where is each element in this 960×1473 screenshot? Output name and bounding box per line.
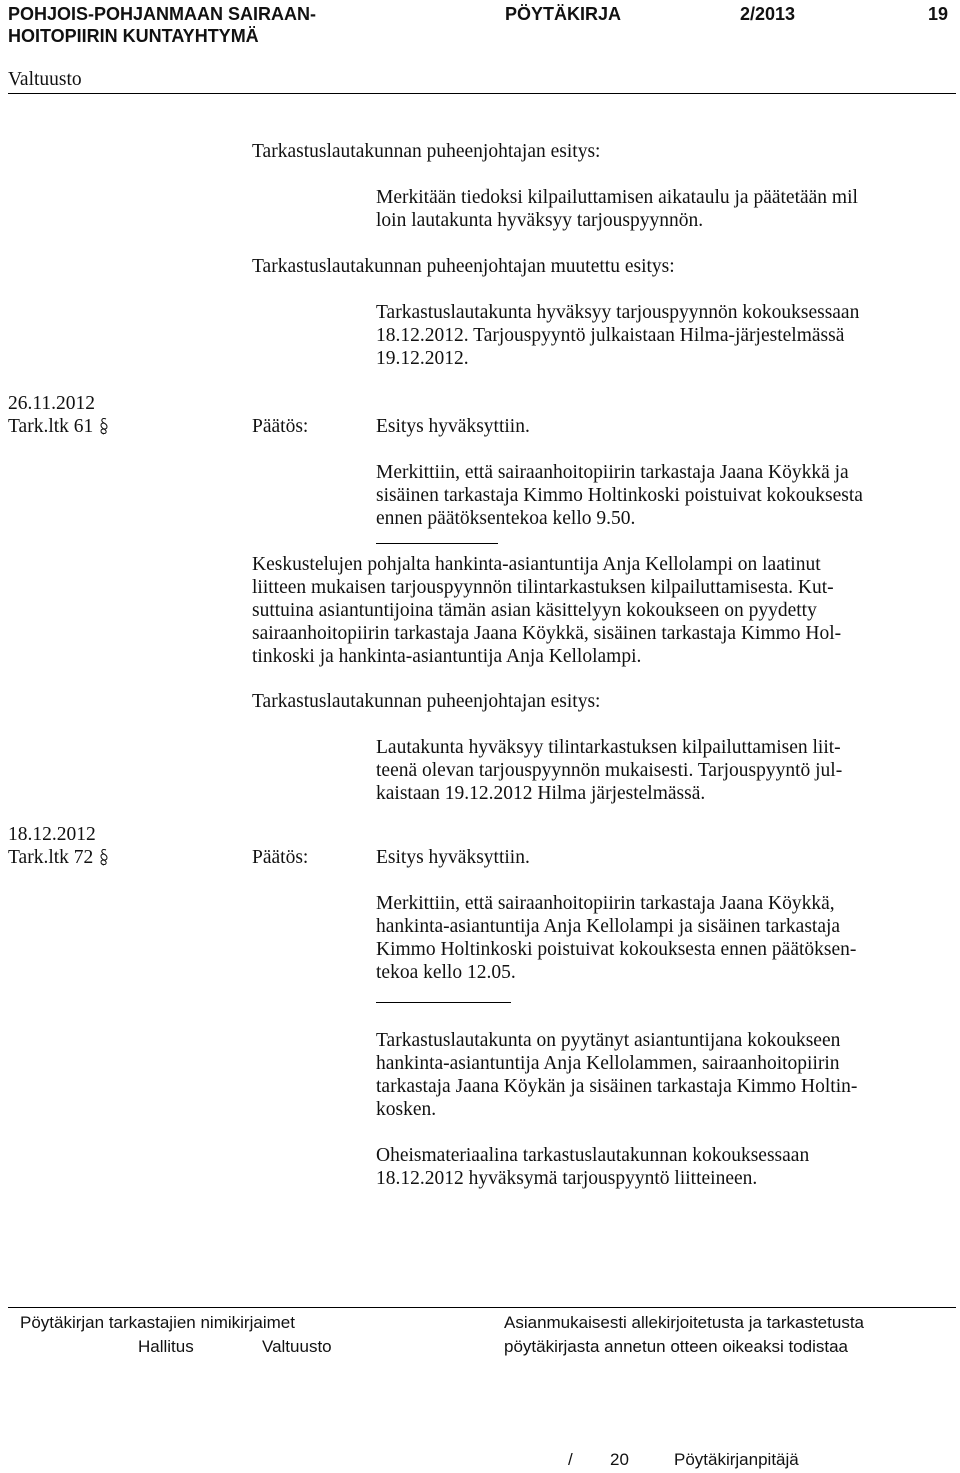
doc-number: 2/2013	[740, 4, 796, 24]
expert-note: Tarkastuslautakunta on pyytänyt asiantuntijana kokoukseen hankinta-asiantuntija Anja Kellolammen, sairaanhoitopiirin tarkastaja Jaana Köykän ja sisäinen tarkastaja Kimmo Holtin- kosken.	[376, 1030, 858, 1120]
date-slash: /	[568, 1450, 573, 1469]
departure-note: Merkittiin, että sairaanhoitopiirin tarkastaja Jaana Köykkä ja sisäinen tarkastaja Kimmo Holtinkoski poistuivat kokouksesta ennen päätöksentekoa kello 9.50.	[376, 462, 863, 529]
org-name-line1: POHJOIS-POHJANMAAN SAIRAAN-	[8, 4, 317, 24]
separator-line	[376, 1002, 511, 1003]
certification-line-1: Asianmukaisesti allekirjoitetusta ja tarkastetusta	[504, 1313, 864, 1332]
initials-column-valtuusto: Valtuusto	[262, 1337, 332, 1356]
departure-note: Merkittiin, että sairaanhoitopiirin tarkastaja Jaana Köykkä, hankinta-asiantuntija Anja Kellolampi ja sisäinen tarkastaja Kimmo Holtinkoski poistuivat kokouksesta ennen päätöksen- tekoa kello 12.05.	[376, 893, 857, 983]
modified-proposal-text: Tarkastuslautakunta hyväksyy tarjouspyynnön kokouksessaan 18.12.2012. Tarjouspyyntö julkaistaan Hilma-järjestelmässä 19.12.2012.	[376, 302, 860, 369]
decision-text: Esitys hyväksyttiin.	[376, 847, 530, 868]
header-rule	[8, 93, 956, 94]
meeting-reference: Tark.ltk 61	[8, 415, 109, 438]
attachment-note: Oheismateriaalina tarkastuslautakunnan kokouksessaan 18.12.2012 hyväksymä tarjouspyyntö liitteineen.	[376, 1145, 810, 1189]
org-name-line2: HOITOPIIRIN KUNTAYHTYMÄ	[8, 26, 259, 46]
doc-type: PÖYTÄKIRJA	[505, 4, 622, 24]
year-prefix: 20	[610, 1450, 629, 1469]
meeting-reference: Tark.ltk 72	[8, 846, 109, 869]
chair-proposal-heading: Tarkastuslautakunnan puheenjohtajan esitys:	[252, 691, 601, 712]
footer-rule	[8, 1307, 956, 1308]
decision-text: Esitys hyväksyttiin.	[376, 416, 530, 437]
body-name: Valtuusto	[8, 69, 82, 90]
proposal-text: Merkitään tiedoksi kilpailuttamisen aikataulu ja päätetään mil loin lautakunta hyväksyy tarjouspyynnön.	[376, 187, 858, 231]
minutes-keeper-label: Pöytäkirjanpitäjä	[674, 1450, 799, 1469]
chair-modified-proposal-heading: Tarkastuslautakunnan puheenjohtajan muutettu esitys:	[252, 256, 675, 277]
section-mark-icon	[99, 416, 109, 436]
separator-line	[376, 543, 498, 544]
initials-column-hallitus: Hallitus	[138, 1337, 194, 1356]
chair-proposal-heading: Tarkastuslautakunnan puheenjohtajan esitys:	[252, 141, 601, 162]
meeting-date: 26.11.2012	[8, 393, 96, 414]
initials-title: Pöytäkirjan tarkastajien nimikirjaimet	[20, 1313, 295, 1332]
decision-label: Päätös:	[252, 416, 309, 437]
meeting-date: 18.12.2012	[8, 824, 96, 845]
background-paragraph: Keskustelujen pohjalta hankinta-asiantuntija Anja Kellolampi on laatinut liitteen mukaisen tarjouspyynnön tilintarkastuksen kilpailuttamisesta. Kut- suttuina asiantuntijoina tämän asian käsittelyyn kokoukseen on pyydetty sairaanhoitopiirin tarkastaja Jaana Köykkä, sisäinen tarkastaja Kimmo Hol- tinkoski ja hankinta-asiantuntija Anja Kellolampi.	[252, 554, 842, 667]
decision-label: Päätös:	[252, 847, 309, 868]
certification-line-2: pöytäkirjasta annetun otteen oikeaksi todistaa	[504, 1337, 849, 1356]
page-number: 19	[928, 4, 949, 24]
section-mark-icon	[99, 847, 109, 867]
proposal-text: Lautakunta hyväksyy tilintarkastuksen kilpailuttamisen liit- teenä olevan tarjouspyynnön mukaisesti. Tarjouspyyntö jul- kaistaan 19.12.2012 Hilma järjestelmässä.	[376, 737, 843, 804]
